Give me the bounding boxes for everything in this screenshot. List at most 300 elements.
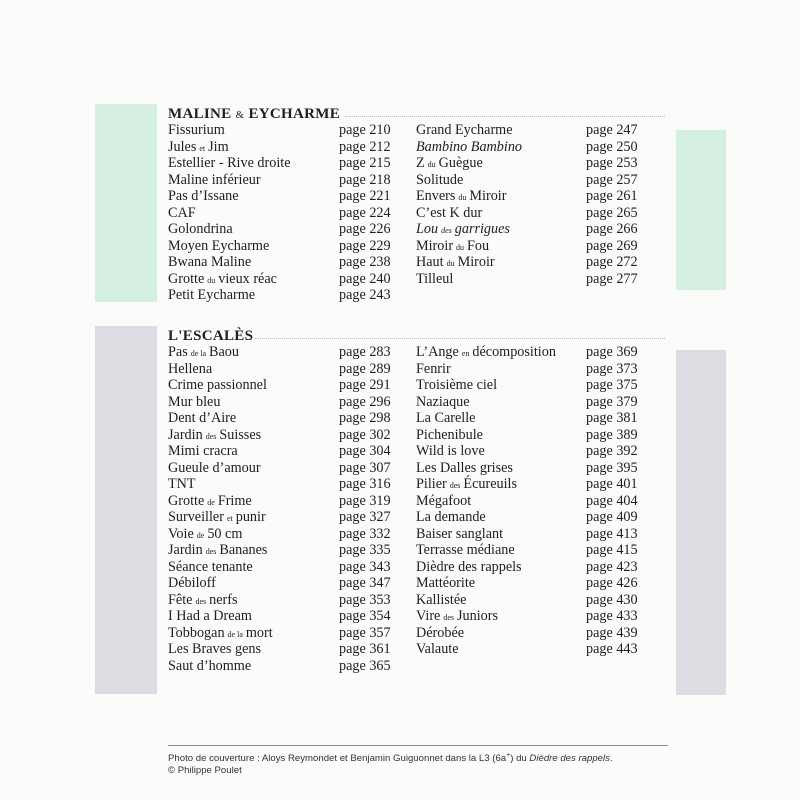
route-name-part: Mur bleu — [168, 393, 221, 410]
route-name-part: CAF — [168, 204, 196, 221]
route-name — [168, 592, 237, 610]
route-name — [168, 188, 239, 204]
route-name-part: punir — [235, 509, 266, 525]
page-number: page 291 — [339, 377, 391, 393]
toc-entry — [168, 221, 408, 238]
route-name-part: Pas — [168, 344, 188, 360]
route-name — [416, 122, 513, 138]
section-rule-escales — [255, 338, 665, 339]
toc-entry — [168, 476, 408, 493]
route-name — [416, 592, 466, 608]
route-name-part: Golondrina — [168, 221, 233, 237]
route-name — [416, 344, 556, 362]
page-number: page 226 — [339, 221, 391, 237]
route-name — [416, 205, 482, 221]
toc-entry — [168, 443, 408, 460]
page-number: page 210 — [339, 122, 391, 138]
page-number: page 215 — [339, 155, 391, 171]
route-name-part: Envers — [416, 188, 456, 204]
page-number: page 289 — [339, 360, 391, 377]
page-number: page 433 — [586, 608, 638, 624]
route-name-part: des — [205, 431, 217, 441]
page-number: page 302 — [339, 426, 391, 443]
route-name-part: Baou — [209, 344, 239, 360]
route-name-part: du — [427, 160, 436, 169]
route-name — [168, 361, 212, 377]
route-name-part: Guègue — [438, 155, 483, 171]
route-name — [168, 476, 196, 492]
route-name — [416, 221, 510, 239]
grey-band-left — [95, 326, 157, 694]
toc-entry — [168, 427, 408, 444]
toc-entry — [168, 460, 408, 477]
toc-entry — [168, 344, 408, 361]
toc-entry — [416, 254, 666, 271]
route-name-part: Miroir — [457, 254, 495, 270]
page-number: page 335 — [339, 542, 391, 558]
toc-entry — [168, 641, 408, 658]
page-number: page 269 — [586, 237, 638, 254]
route-name-part: Juniors — [457, 608, 499, 624]
route-name-part: I Had a Dream — [168, 608, 252, 624]
section-heading-escales — [168, 328, 253, 345]
route-name — [416, 559, 522, 575]
route-name-part: Baiser sanglant — [416, 525, 504, 542]
toc-entry — [416, 122, 666, 139]
route-name — [416, 238, 489, 256]
page-number: page 361 — [339, 641, 391, 657]
page-number: page 443 — [586, 641, 638, 657]
page-number: page 354 — [339, 608, 391, 624]
route-name-part: Jim — [208, 138, 229, 155]
page-number: page 423 — [586, 558, 638, 575]
toc-entry — [416, 188, 666, 205]
toc-entry — [416, 205, 666, 222]
toc-entry — [416, 641, 666, 658]
route-name-part: Grand Eycharme — [416, 122, 513, 138]
route-name — [168, 641, 261, 657]
route-name-part: des — [195, 596, 207, 606]
route-name — [416, 460, 513, 476]
page-number: page 357 — [339, 624, 391, 641]
toc-column-escales-left — [168, 344, 408, 674]
toc-entry — [168, 172, 408, 189]
route-name — [416, 476, 517, 494]
route-name — [168, 542, 267, 560]
page-number: page 375 — [586, 377, 638, 393]
route-name-part: Fissurium — [168, 122, 225, 138]
route-name-part: Jardin — [168, 426, 203, 443]
route-name — [416, 625, 464, 641]
toc-entry — [168, 509, 408, 526]
route-name — [168, 394, 220, 410]
route-name-part: Tilleul — [416, 270, 454, 287]
page-number: page 332 — [339, 525, 391, 542]
section-heading-maline — [168, 106, 340, 123]
route-name-part: Tobbogan — [168, 624, 225, 641]
page-number: page 404 — [586, 492, 638, 509]
page-number: page 389 — [586, 426, 638, 443]
route-name — [168, 427, 261, 445]
route-name-part: Maline inférieur — [168, 171, 261, 188]
route-name-part: Valaute — [416, 641, 459, 657]
page-number: page 221 — [339, 188, 391, 204]
toc-entry — [416, 410, 666, 427]
route-name-part: des — [441, 226, 452, 235]
route-name-part: Frime — [217, 492, 252, 509]
page-number: page 401 — [586, 476, 638, 492]
route-name-part: Naziaque — [416, 393, 470, 410]
route-name — [416, 155, 483, 173]
route-name-part: Mattéorite — [416, 575, 476, 591]
route-name-part: Voie — [168, 525, 194, 542]
route-name-part: C’est K dur — [416, 204, 483, 221]
route-name-part: Les Dalles grises — [416, 459, 513, 476]
route-name — [416, 188, 506, 206]
toc-entry — [416, 155, 666, 172]
photo-credit — [168, 750, 613, 777]
route-name-part: Kallistée — [416, 591, 467, 608]
page-number: page 304 — [339, 443, 391, 459]
route-name-part: Bambino Bambino — [416, 138, 523, 155]
credit-mid: ) du — [510, 753, 530, 765]
route-name-part: et — [199, 143, 206, 153]
page-number: page 272 — [586, 254, 638, 270]
route-name-part: Jules — [168, 138, 197, 155]
route-name — [168, 575, 216, 591]
toc-entry — [168, 271, 408, 288]
route-name-part: Fou — [467, 237, 490, 254]
route-name-part: Pilier — [416, 476, 447, 492]
route-name-part: garrigues — [454, 221, 510, 237]
grey-band-right — [676, 350, 726, 695]
route-name-part: nerfs — [209, 591, 238, 608]
route-name-part: Écureuils — [463, 476, 517, 492]
toc-entry — [416, 344, 666, 361]
toc-entry — [168, 493, 408, 510]
page-number: page 409 — [586, 509, 638, 525]
toc-entry — [416, 460, 666, 477]
page-number: page 307 — [339, 459, 391, 476]
route-name-part: des — [443, 613, 455, 622]
route-name — [168, 238, 269, 254]
route-name-part: Bwana Maline — [168, 254, 252, 270]
toc-entry — [168, 592, 408, 609]
toc-entry — [416, 476, 666, 493]
credit-end: . — [609, 753, 613, 765]
route-name-part: du — [207, 275, 216, 285]
route-name — [416, 394, 470, 410]
page-number: page 229 — [339, 237, 391, 254]
route-name — [168, 559, 253, 575]
route-name-part: de — [207, 497, 215, 507]
toc-entry — [416, 427, 666, 444]
toc-entry — [416, 238, 666, 255]
toc-entry — [416, 394, 666, 411]
toc-column-maline-right — [416, 122, 666, 287]
route-name — [416, 172, 463, 188]
route-name-part: en — [461, 349, 470, 358]
route-name-part: Z — [416, 155, 425, 171]
page-number: page 327 — [339, 509, 391, 525]
route-name-part: L’Ange — [416, 344, 459, 360]
toc-entry — [416, 443, 666, 460]
route-name-part: Dièdre des rappels — [416, 558, 522, 575]
route-name — [168, 608, 252, 624]
route-name-part: Mégafoot — [416, 492, 472, 509]
route-name-part: du — [456, 242, 465, 252]
toc-entry — [416, 221, 666, 238]
page-number: page 319 — [339, 492, 391, 509]
toc-entry — [168, 122, 408, 139]
toc-entry — [416, 271, 666, 288]
route-name-part: Jardin — [168, 542, 203, 558]
route-name-part: Petit Eycharme — [168, 287, 256, 303]
page-number: page 224 — [339, 204, 391, 221]
route-name-part: Wild is love — [416, 443, 485, 459]
route-name — [416, 542, 515, 558]
route-name-part: Dent d’Aire — [168, 410, 237, 426]
toc-entry — [168, 188, 408, 205]
route-name-part: Les Braves gens — [168, 641, 261, 657]
route-name — [168, 410, 236, 426]
route-name — [416, 271, 453, 287]
page-number: page 253 — [586, 155, 638, 171]
credit-route-name: Dièdre des rappels — [529, 753, 610, 765]
toc-entry — [168, 361, 408, 378]
toc-entry — [168, 238, 408, 255]
route-name-part: de la — [227, 629, 243, 639]
route-name-part: du — [458, 193, 467, 202]
credit-sup: + — [506, 752, 511, 759]
route-name — [416, 427, 483, 443]
route-name-part: Pichenibule — [416, 426, 483, 443]
page-number: page 265 — [586, 204, 638, 221]
toc-entry — [168, 542, 408, 559]
page-number: page 343 — [339, 558, 391, 575]
toc-entry — [416, 509, 666, 526]
route-name-part: Grotte — [168, 492, 205, 509]
route-name — [168, 271, 277, 289]
route-name — [168, 460, 261, 476]
route-name-part: Bananes — [219, 542, 268, 558]
page-number: page 415 — [586, 542, 638, 558]
route-name — [168, 172, 261, 188]
route-name — [416, 443, 485, 459]
page-number: page 243 — [339, 287, 391, 303]
photo-credit-line2: © Philippe Poulet — [168, 765, 242, 777]
toc-entry — [168, 410, 408, 427]
route-name-part: Fenrir — [416, 360, 451, 377]
green-band-right — [676, 130, 726, 290]
toc-entry — [168, 625, 408, 642]
page-number: page 373 — [586, 360, 638, 377]
route-name-part: 50 cm — [207, 525, 243, 542]
route-name — [168, 155, 291, 171]
page-number: page 347 — [339, 575, 391, 591]
toc-entry — [168, 526, 408, 543]
page-number: page 413 — [586, 525, 638, 542]
route-name-part: vieux réac — [218, 270, 277, 287]
route-name — [168, 287, 255, 303]
route-name — [416, 526, 503, 542]
toc-entry — [416, 139, 666, 156]
section-heading-part1: L'ESCALÈS — [168, 328, 254, 344]
section-rule-maline — [345, 116, 665, 117]
route-name — [168, 509, 266, 527]
route-name-part: des — [205, 547, 217, 556]
route-name-part: Moyen Eycharme — [168, 237, 270, 254]
route-name-part: Miroir — [416, 237, 454, 254]
green-band-left — [95, 104, 157, 302]
page-number: page 379 — [586, 393, 638, 410]
route-name — [416, 139, 522, 155]
route-name-part: mort — [245, 624, 273, 641]
page-number: page 381 — [586, 410, 638, 426]
route-name — [168, 122, 225, 138]
toc-entry — [168, 559, 408, 576]
page-number: page 250 — [586, 138, 638, 155]
route-name-part: Terrasse médiane — [416, 542, 515, 558]
route-name-part: et — [226, 514, 233, 523]
route-name-part: de la — [190, 349, 207, 358]
page-number: page 296 — [339, 393, 391, 410]
toc-entry — [168, 394, 408, 411]
toc-entry — [168, 139, 408, 156]
page-number: page 395 — [586, 459, 638, 476]
route-name-part: Vire — [416, 608, 441, 624]
route-name-part: du — [446, 259, 455, 268]
route-name-part: TNT — [168, 476, 196, 492]
route-name — [168, 254, 251, 270]
route-name-part: Débiloff — [168, 575, 216, 591]
route-name — [168, 377, 267, 393]
page-number: page 353 — [339, 591, 391, 608]
route-name-part: Crime passionnel — [168, 377, 267, 393]
toc-entry — [168, 205, 408, 222]
route-name — [416, 377, 497, 393]
page-number: page 430 — [586, 591, 638, 608]
route-name-part: Fête — [168, 591, 193, 608]
toc-entry — [416, 625, 666, 642]
toc-entry — [168, 377, 408, 394]
page-number: page 369 — [586, 344, 638, 360]
route-name-part: Suisses — [219, 426, 262, 443]
toc-column-maline-left — [168, 122, 408, 304]
route-name — [416, 608, 498, 626]
route-name — [416, 361, 451, 377]
route-name-part: Hellena — [168, 360, 213, 377]
footer-rule — [168, 745, 668, 746]
page-number: page 261 — [586, 188, 638, 204]
route-name-part: Estellier - Rive droite — [168, 155, 291, 171]
route-name-part: Mimi cracra — [168, 443, 238, 459]
page-number: page 439 — [586, 624, 638, 641]
route-name — [416, 254, 495, 272]
page-number: page 426 — [586, 575, 638, 591]
route-name-part: de — [196, 530, 205, 540]
route-name-part: Saut d’homme — [168, 657, 252, 674]
toc-entry — [168, 254, 408, 271]
route-name-part: Lou — [416, 221, 439, 237]
page-number: page 218 — [339, 171, 391, 188]
route-name — [416, 493, 471, 509]
toc-entry — [168, 155, 408, 172]
route-name — [168, 344, 239, 362]
route-name — [168, 139, 229, 157]
route-name — [416, 509, 486, 525]
toc-entry — [416, 526, 666, 543]
route-name-part: Miroir — [469, 188, 507, 204]
page-number: page 212 — [339, 138, 391, 155]
route-name — [168, 526, 242, 544]
page-number: page 365 — [339, 657, 391, 674]
page-number: page 392 — [586, 443, 638, 459]
photo-credit-line1 — [168, 750, 613, 765]
toc-entry — [416, 575, 666, 592]
route-name-part: Surveiller — [168, 509, 224, 525]
toc-entry — [416, 377, 666, 394]
toc-entry — [416, 559, 666, 576]
route-name-part: Dérobée — [416, 624, 465, 641]
toc-column-escales-right — [416, 344, 666, 658]
route-name-part: Séance tenante — [168, 558, 253, 575]
toc-entry — [168, 287, 408, 304]
page-number: page 266 — [586, 221, 638, 237]
toc-entry — [416, 172, 666, 189]
route-name-part: Troisième ciel — [416, 377, 498, 393]
route-name — [168, 205, 196, 221]
toc-entry — [416, 608, 666, 625]
credit-text: Photo de couverture : Aloys Reymondet et Benjamin Guiguonnet dans la L3 (6a — [168, 753, 507, 765]
toc-entry — [416, 592, 666, 609]
route-name-part: La Carelle — [416, 410, 476, 426]
route-name-part: La demande — [416, 509, 486, 525]
section-heading-part2: EYCHARME — [248, 106, 341, 122]
page-number: page 238 — [339, 254, 391, 270]
toc-entry — [168, 575, 408, 592]
toc-entry — [416, 542, 666, 559]
route-name — [168, 221, 233, 237]
route-name-part: des — [449, 481, 461, 490]
route-name-part: Pas d’Issane — [168, 188, 239, 204]
toc-entry — [168, 608, 408, 625]
route-name-part: Solitude — [416, 171, 464, 188]
route-name — [168, 443, 238, 459]
page-number: page 277 — [586, 270, 638, 287]
page-number: page 257 — [586, 171, 638, 188]
page-number: page 240 — [339, 270, 391, 287]
route-name — [416, 641, 459, 657]
toc-entry — [168, 658, 408, 675]
toc-entry — [416, 493, 666, 510]
route-name — [168, 625, 273, 643]
page-number: page 298 — [339, 410, 391, 426]
route-name — [416, 575, 475, 591]
page-number: page 247 — [586, 122, 638, 138]
route-name — [416, 410, 475, 426]
route-name-part: Grotte — [168, 270, 205, 287]
page-number: page 283 — [339, 344, 391, 360]
route-name-part: Gueule d’amour — [168, 459, 261, 476]
route-name-part: Haut — [416, 254, 444, 270]
section-heading-part1: MALINE — [168, 106, 232, 122]
route-name — [168, 658, 251, 674]
route-name-part: décomposition — [472, 344, 556, 360]
page-number: page 316 — [339, 476, 391, 492]
section-heading-amp: & — [235, 109, 245, 121]
toc-entry — [416, 361, 666, 378]
